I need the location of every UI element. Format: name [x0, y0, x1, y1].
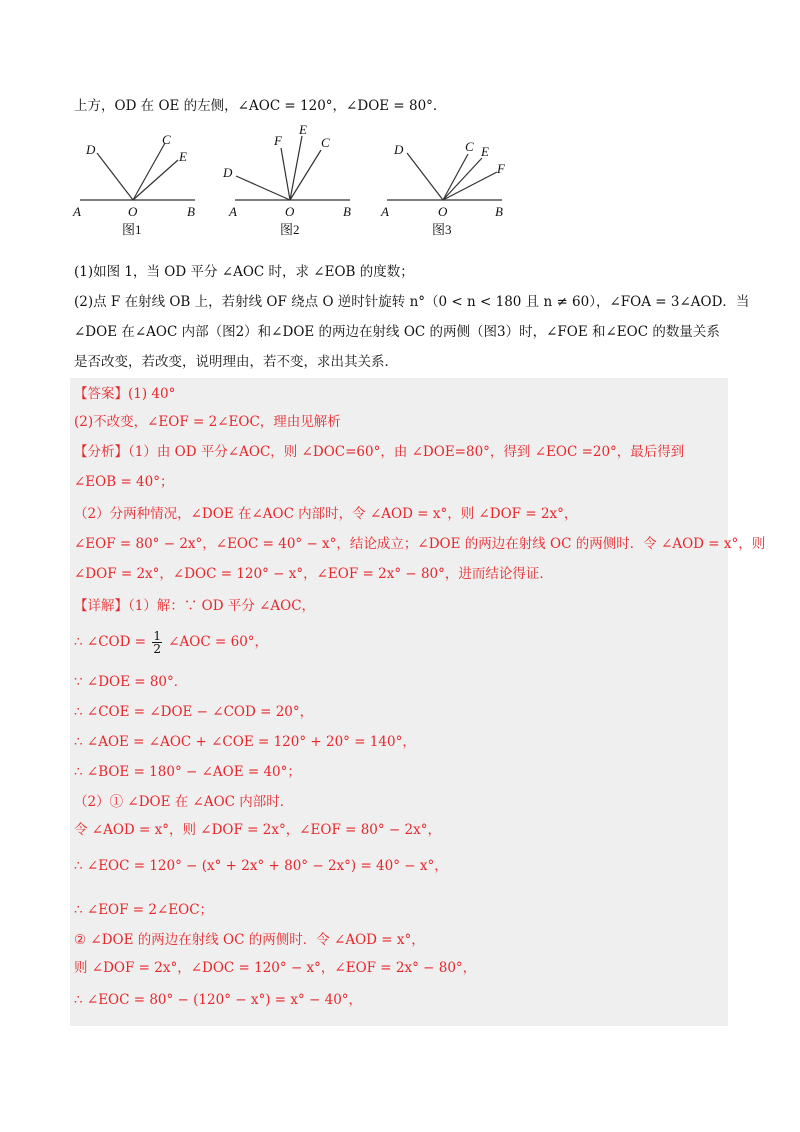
fig1-label-O: O [128, 204, 138, 219]
fig2-label-D: D [223, 165, 233, 180]
question-2-line-2: ∠DOE 在∠AOC 内部（图2）和∠DOE 的两边在射线 OC 的两侧（图3）时，∠FOE 和∠EOC 的数量关系 [74, 324, 720, 340]
detail-line-11: ② ∠DOE 的两边在射线 OC 的两侧时．令 ∠AOD = x°， [74, 932, 425, 948]
fig3-label-D: D [394, 142, 404, 157]
detail-cod-prefix: ∴ ∠COD = [74, 634, 147, 650]
question-2-line-1: (2)点 F 在射线 OB 上，若射线 OF 绕点 O 逆时针旋转 n°（0 < n < 180 且 n ≠ 60），∠FOA = 3∠AOD．当 [74, 294, 750, 310]
fig2-label-B: B [343, 204, 351, 219]
fig1-label-C: C [162, 132, 171, 147]
detail-tag: 【详解】 [74, 598, 128, 614]
fig3-label-F: F [497, 161, 505, 176]
detail-cod-suffix: ∠AOC = 60°， [168, 634, 269, 650]
detail-line-2 [74, 630, 268, 655]
fig1-label-D: D [86, 142, 96, 157]
detail-line-4: ∴ ∠COE = ∠DOE − ∠COD = 20°， [74, 704, 314, 720]
answer-1-value: (1) 40° [128, 386, 176, 402]
detail-line-3: ∵ ∠DOE = 80°． [74, 674, 188, 690]
fig3-label-B: B [495, 204, 503, 219]
detail-line-10: ∴ ∠EOF = 2∠EOC； [74, 902, 214, 918]
detail-line-6: ∴ ∠BOE = 180° − ∠AOE = 40°； [74, 764, 301, 780]
detail-line-8: 令 ∠AOD = x°，则 ∠DOF = 2x°，∠EOF = 80° − 2x°， [74, 822, 441, 838]
detail-line-13: ∴ ∠EOC = 80° − (120° − x°) = x° − 40°， [74, 992, 363, 1008]
problem-line-1: 上方，OD 在 OE 的左侧，∠AOC = 120°，∠DOE = 80°． [74, 98, 447, 114]
analysis-line-5: ∠DOF = 2x°，∠DOC = 120° − x°，∠EOF = 2x° − 80°，进而结论得证． [74, 566, 553, 582]
fig2-label-E: E [299, 122, 307, 137]
geometry-figures [0, 118, 800, 268]
fig2-label-C: C [321, 135, 330, 150]
question-1: (1)如图 1，当 OD 平分 ∠AOC 时，求 ∠EOB 的度数； [74, 264, 414, 280]
figure-2-caption: 图2 [280, 222, 300, 237]
detail-line-9: ∴ ∠EOC = 120° − (x° + 2x° + 80° − 2x°) = 40° − x°， [74, 858, 448, 874]
figure-1-caption: 图1 [122, 222, 142, 237]
analysis-line-1 [74, 442, 684, 462]
fig2-label-F: F [274, 133, 282, 148]
detail-line-7: （2）① ∠DOE 在 ∠AOC 内部时． [74, 794, 294, 810]
fraction-one-half [152, 630, 162, 655]
analysis-tag: 【分析】 [74, 444, 128, 460]
answer-line-1 [74, 384, 175, 404]
answer-tag: 【答案】 [74, 386, 128, 402]
detail-text-1: （1）解：∵ OD 平分 ∠AOC， [128, 598, 316, 614]
fig3-label-C: C [465, 139, 474, 154]
fig1-label-E: E [179, 149, 187, 164]
question-2-line-3: 是否改变，若改变，说明理由，若不变，求出其关系． [74, 354, 398, 370]
analysis-line-4: ∠EOF = 80° − 2x°，∠EOC = 40° − x°，结论成立；∠DOE 的两边在射线 OC 的两侧时．令 ∠AOD = x°，则 [74, 536, 766, 552]
fraction-denominator: 2 [153, 642, 161, 656]
answer-2: (2)不改变，∠EOF = 2∠EOC，理由见解析 [74, 414, 341, 430]
fig1-label-B: B [187, 204, 195, 219]
fig1-label-A: A [73, 204, 81, 219]
analysis-line-3: （2）分两种情况，∠DOE 在∠AOC 内部时，令 ∠AOD = x°，则 ∠DOF = 2x°， [74, 506, 578, 522]
analysis-line-2: ∠EOB = 40°； [74, 474, 174, 490]
fig3-label-E: E [481, 144, 489, 159]
fraction-numerator: 1 [153, 629, 161, 643]
fig3-label-A: A [381, 204, 389, 219]
analysis-text-1: （1）由 OD 平分∠AOC，则 ∠DOC=60°，由 ∠DOE=80°，得到 ∠EOC =20°，最后得到 [128, 444, 685, 460]
detail-line-1 [74, 596, 315, 616]
detail-line-5: ∴ ∠AOE = ∠AOC + ∠COE = 120° + 20° = 140°， [74, 734, 416, 750]
fig2-label-O: O [285, 204, 295, 219]
fig2-label-A: A [229, 204, 237, 219]
figure-3-caption: 图3 [432, 222, 452, 237]
detail-line-12: 则 ∠DOF = 2x°，∠DOC = 120° − x°，∠EOF = 2x° − 80°， [74, 960, 477, 976]
fig3-label-O: O [438, 204, 448, 219]
